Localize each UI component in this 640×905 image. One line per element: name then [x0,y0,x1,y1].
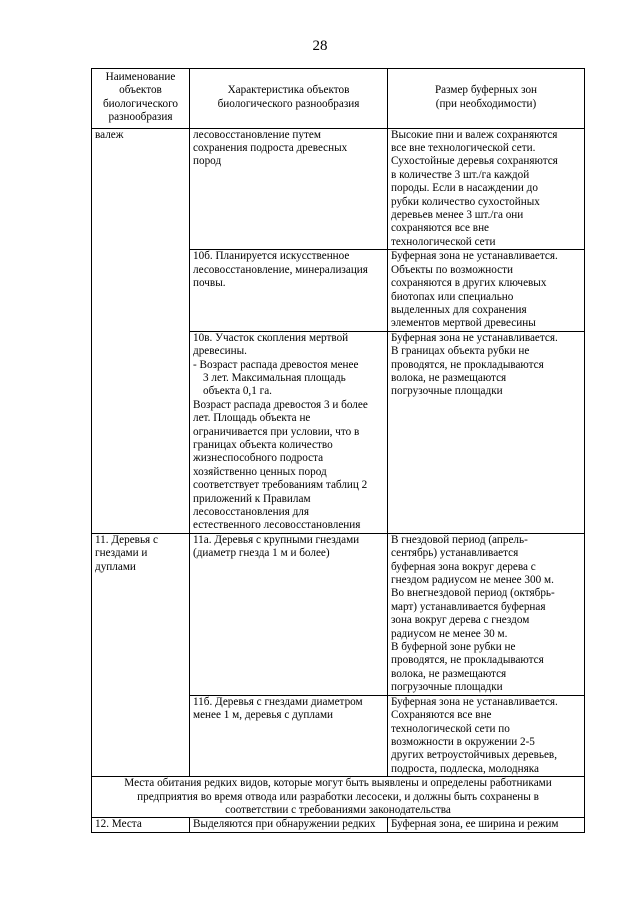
buffer-zone-cell: В гнездовой период (апрель- сентябрь) устанавливается буферная зона вокруг дерева с гнездом радиусом не менее 300 м. Во внегнездовой период (октябрь- март) устанавливается буферная зона вокруг дерева с гнездом радиусом не менее 30 м. В буферной зоне рубки не проводятся, не прокладываются волока, не размещаются погрузочные площадки [388,533,585,695]
buffer-zone-cell: Буферная зона, ее ширина и режим [388,818,585,832]
header-object-name: Наименование объектов биологического разнообразия [92,69,190,129]
characteristic-cell: 10в. Участок скопления мертвой древесины. - Возраст распада древостоя менее 3 лет. Максимальная площадь объекта 0,1 га. Возраст распада древостоя 3 и более лет. Площадь объекта не ограничивается при условии, что в границах объекта количество жизнеспособного подроста хозяйственно ценных пород соответствует требованиям таблиц 2 приложений к Правилам лесовосстановления для естественного лесовосстановления [190,331,388,533]
header-buffer-zone-size: Размер буферных зон (при необходимости) [388,69,585,129]
biodiversity-table [91,68,585,833]
table-row [92,818,585,832]
section-note-row [92,777,585,818]
object-name-cell: 11. Деревья с гнездами и дуплами [92,533,190,776]
characteristic-cell: 10б. Планируется искусственное лесовосстановление, минерализация почвы. [190,250,388,331]
buffer-zone-cell: Буферная зона не устанавливается. В границах объекта рубки не проводятся, не прокладываются волока, не размещаются погрузочные площадки [388,331,585,533]
characteristic-cell: 11б. Деревья с гнездами диаметром менее 1 м, деревья с дуплами [190,695,388,776]
header-characteristic: Характеристика объектов биологического разнообразия [190,69,388,129]
characteristic-cell: 11а. Деревья с крупными гнездами (диаметр гнезда 1 м и более) [190,533,388,695]
page-number: 28 [312,38,328,54]
table-row [92,128,585,250]
characteristic-cell: Выделяются при обнаружении редких [190,818,388,832]
characteristic-cell: лесовосстановление путем сохранения подроста древесных пород [190,128,388,250]
table-header-row [92,69,585,129]
buffer-zone-cell: Высокие пни и валеж сохраняются все вне технологической сети. Сухостойные деревья сохраняются в количестве 3 шт./га каждой породы. Если в насаждении до рубки количество сухостойных деревьев менее 3 шт./га они сохраняются все вне технологической сети [388,128,585,250]
object-name-cell: валеж [92,128,190,533]
buffer-zone-cell: Буферная зона не устанавливается. Сохраняются все вне технологической сети по возможности в окружении 2-5 других ветроустойчивых деревьев, подроста, подлеска, молодняка [388,695,585,776]
section-note: Места обитания редких видов, которые могут быть выявлены и определены работниками предприятия во время отвода или разработки лесосеки, и должны быть сохранены в соответствии с требованиями законодательства [92,777,585,818]
buffer-zone-cell: Буферная зона не устанавливается. Объекты по возможности сохраняются в других ключевых биотопах или специально выделенных для сохранения элементов мертвой древесины [388,250,585,331]
object-name-cell: 12. Места [92,818,190,832]
table-row [92,533,585,695]
